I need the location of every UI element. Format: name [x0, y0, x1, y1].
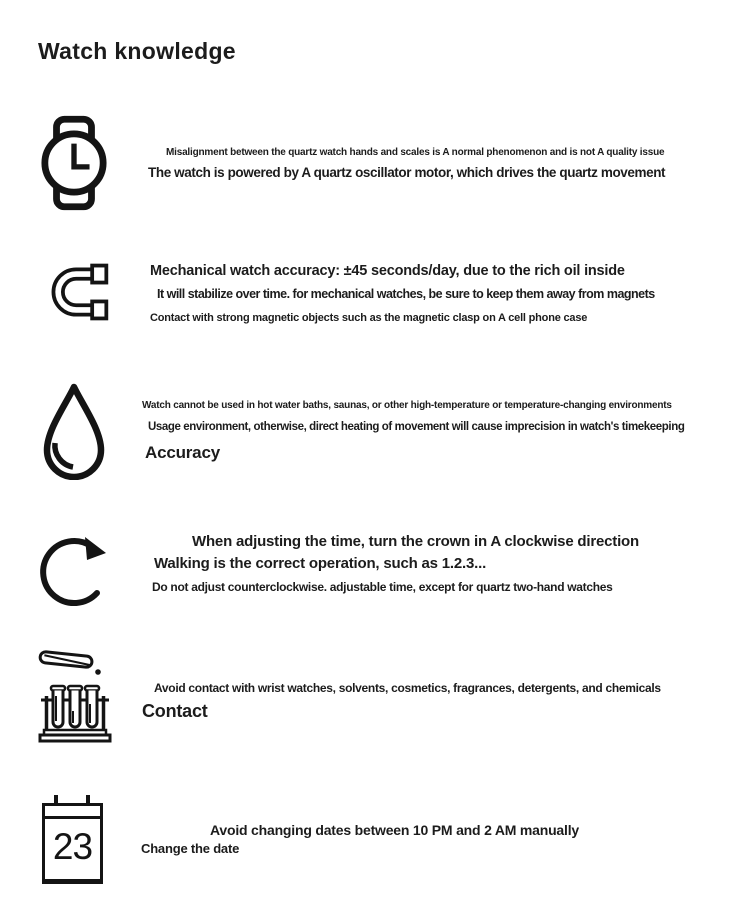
correct-operation-text: Walking is the correct operation, such as 1.2.3... — [154, 555, 487, 572]
water-drop-icon — [38, 380, 110, 480]
magnet-warning-text: It will stabilize over time. for mechanical watches, be sure to keep them away from magnets — [157, 287, 655, 301]
calendar-body — [42, 803, 103, 884]
counterclockwise-warning-note: Do not adjust counterclockwise. adjustable time, except for quartz two-hand watches — [152, 580, 613, 594]
magnet-icon — [44, 263, 112, 321]
hot-water-warning-note: Watch cannot be used in hot water baths, saunas, or other high-temperature or temperature-changing environments — [142, 400, 672, 411]
avoid-chemicals-text: Avoid contact with wrist watches, solvents, cosmetics, fragrances, detergents, and chemicals — [154, 681, 661, 695]
change-date-heading: Change the date — [141, 841, 240, 856]
crown-clockwise-text: When adjusting the time, turn the crown in A clockwise direction — [192, 533, 639, 550]
calendar-header — [45, 806, 100, 819]
clockwise-arrow-icon — [36, 524, 112, 612]
usage-environment-text: Usage environment, otherwise, direct heating of movement will cause imprecision in watch's timekeeping — [148, 421, 685, 433]
quartz-movement-text: The watch is powered by A quartz oscillator motor, which drives the quartz movement — [148, 165, 666, 180]
accuracy-heading: Accuracy — [145, 443, 220, 462]
wrist-watch-icon — [40, 114, 108, 212]
contact-heading: Contact — [142, 701, 208, 721]
calendar-icon — [42, 795, 104, 887]
test-tubes-icon — [38, 644, 112, 744]
avoid-date-change-text: Avoid changing dates between 10 PM and 2 AM manually — [210, 822, 579, 838]
magnetic-contact-note: Contact with strong magnetic objects such as the magnetic clasp on A cell phone case — [150, 312, 588, 324]
mechanical-accuracy-text: Mechanical watch accuracy: ±45 seconds/day, due to the rich oil inside — [150, 263, 625, 279]
page-title: Watch knowledge — [38, 38, 236, 64]
calendar-day: 23 — [52, 826, 93, 867]
quartz-misalignment-note: Misalignment between the quartz watch hands and scales is A normal phenomenon and is not A quality issue — [166, 147, 665, 158]
